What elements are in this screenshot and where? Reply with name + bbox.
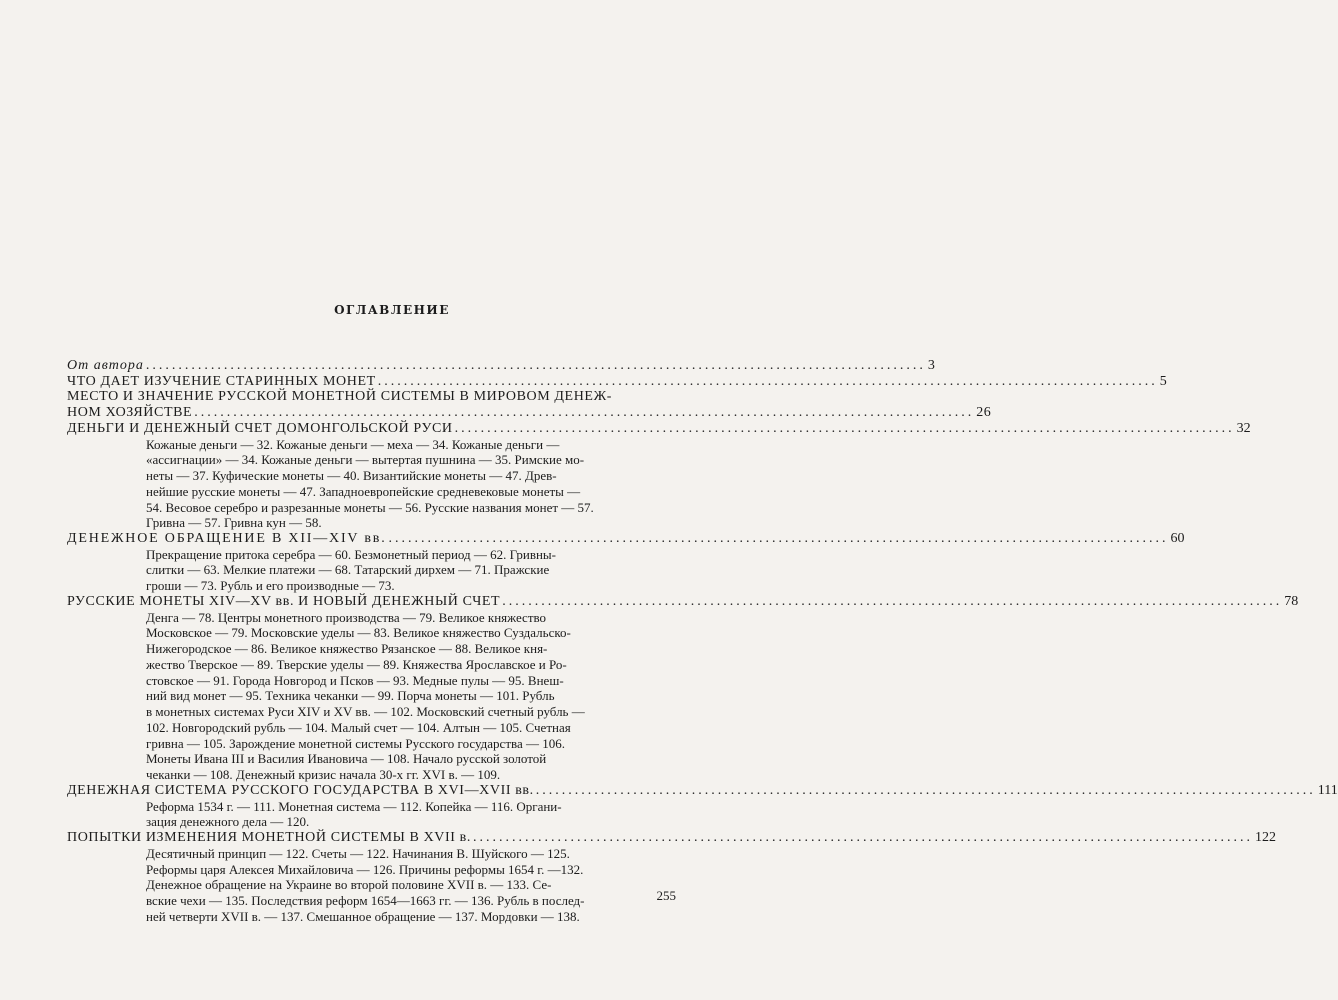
toc-entry-page: 111: [1317, 782, 1338, 798]
toc-entry: РУССКИЕ МОНЕТЫ XIV—XV вв. И НОВЫЙ ДЕНЕЖНЫЙ СЧЕТ ........................................................................................................................ 78: [67, 593, 1299, 609]
toc-subentry-line: Реформы царя Алексея Михайловича — 126. Причины реформы 1654 г. —132.: [146, 861, 584, 877]
toc-subentry-line: Денга — 78. Центры монетного производства — 79. Великое княжество: [146, 609, 547, 625]
toc-subentries: [67, 547, 671, 594]
toc-entry-page: 3: [927, 358, 935, 373]
toc-subentry-line: ний вид монет — 95. Техника чеканки — 99. Порча монеты — 101. Рубль: [146, 688, 555, 704]
toc-subentry-line: 54. Весовое серебро и разрезанные монеты — 56. Русские названия монет — 57.: [146, 499, 594, 515]
toc-subentry-line: слитки — 63. Мелкие платежи — 68. Татарский дирхем — 71. Пражские: [146, 562, 550, 578]
toc-subentry-line: Денежное обращение на Украине во второй половине XVII в. — 133. Се-: [146, 877, 552, 893]
toc-entry-label: ПОПЫТКИ ИЗМЕНЕНИЯ МОНЕТНОЙ СИСТЕМЫ В XVII в.: [67, 830, 471, 846]
toc-entry: ПОПЫТКИ ИЗМЕНЕНИЯ МОНЕТНОЙ СИСТЕМЫ В XVII в. ........................................................................................................................ 122: [67, 830, 1276, 846]
toc-subentry-line: гроши — 73. Рубль и его производные — 73.: [146, 578, 395, 594]
toc-subentry-line: «ассигнации» — 34. Кожаные деньги — вытертая пушнина — 35. Римские мо-: [146, 452, 585, 468]
toc-entry-label: МЕСТО И ЗНАЧЕНИЕ РУССКОЙ МОНЕТНОЙ СИСТЕМЫ В МИРОВОМ ДЕНЕЖ-: [67, 389, 612, 405]
toc-subentry-line: Десятичный принцип — 122. Счеты — 122. Начинания В. Шуйского — 125.: [146, 845, 570, 861]
toc-subentry-line: Нижегородское — 86. Великое княжество Рязанское — 88. Великое кня-: [146, 641, 548, 657]
page-number: 255: [656, 888, 676, 903]
toc-subentry-line: 102. Новгородский рубль — 104. Малый счет — 104. Алтын — 105. Счетная: [146, 719, 571, 735]
toc-subentry-line: Московское — 79. Московские уделы — 83. Великое княжество Суздальско-: [146, 625, 571, 641]
toc-entry: ЧТО ДАЕТ ИЗУЧЕНИЕ СТАРИННЫХ МОНЕТ ........................................................................................................................ 5: [67, 373, 1167, 389]
toc-entry-label: ДЕНЕЖНАЯ СИСТЕМА РУССКОГО ГОСУДАРСТВА В XVI—XVII вв.: [67, 782, 534, 798]
toc-subentry-line: Кожаные деньги — 32. Кожаные деньги — меха — 34. Кожаные деньги —: [146, 436, 560, 452]
toc-subentry-line: ней четверти XVII в. — 137. Смешанное обращение — 137. Мордовки — 138.: [146, 908, 580, 924]
toc-subentry-line: стовское — 91. Города Новгород и Псков — 93. Медные пулы — 95. Внеш-: [146, 672, 564, 688]
toc-entry-label: От автора: [67, 358, 144, 373]
toc-subentry-line: нейшие русские монеты — 47. Западноевропейские средневековые монеты —: [146, 483, 581, 499]
toc-entry-label: ЧТО ДАЕТ ИЗУЧЕНИЕ СТАРИННЫХ МОНЕТ: [67, 373, 376, 389]
toc-subentries: [67, 610, 671, 783]
toc-entry: МЕСТО И ЗНАЧЕНИЕ РУССКОЙ МОНЕТНОЙ СИСТЕМЫ В МИРОВОМ ДЕНЕЖ- НОМ ХОЗЯЙСТВЕ ........................................................................................................................ 26: [67, 389, 992, 421]
toc-entry: ДЕНЕЖНОЕ ОБРАЩЕНИЕ В XII—XIV вв. ........................................................................................................................ 60: [67, 531, 1185, 547]
toc-entry-page: 32: [1236, 420, 1251, 436]
table-of-contents: [67, 358, 1338, 925]
toc-entry-page: 78: [1284, 593, 1299, 609]
toc-subentry-line: неты — 37. Куфические монеты — 40. Византийские монеты — 47. Древ-: [146, 468, 557, 484]
toc-subentries: [67, 799, 671, 831]
toc-subentry-line: чеканки — 108. Денежный кризис начала 30-х гг. XVI в. — 109.: [146, 767, 501, 783]
toc-entry-label: ДЕНЕЖНОЕ ОБРАЩЕНИЕ В XII—XIV вв.: [67, 531, 387, 547]
toc-entry: ДЕНЬГИ И ДЕНЕЖНЫЙ СЧЕТ ДОМОНГОЛЬСКОЙ РУСИ ........................................................................................................................ 32: [67, 420, 1251, 436]
toc-subentry-line: в монетных системах Руси XIV и XV вв. — 102. Московский счетный рубль —: [146, 704, 585, 720]
toc-entry-label: ДЕНЬГИ И ДЕНЕЖНЫЙ СЧЕТ ДОМОНГОЛЬСКОЙ РУСИ: [67, 420, 453, 436]
toc-subentry-line: зация денежного дела — 120.: [146, 814, 310, 830]
toc-entry-label-cont: НОМ ХОЗЯЙСТВЕ: [67, 405, 193, 421]
toc-entry-page: 5: [1159, 373, 1167, 389]
toc-subentries: [67, 846, 671, 925]
toc-subentry-line: Реформа 1534 г. — 111. Монетная система — 112. Копейка — 116. Органи-: [146, 798, 562, 814]
toc-entry-author: От автора ........................................................................................................................ 3: [67, 358, 935, 373]
toc-entry-page: 60: [1170, 531, 1185, 547]
toc-subentry-line: вские чехи — 135. Последствия реформ 1654—1663 гг. — 136. Рубль в послед-: [146, 893, 585, 909]
toc-entry: ДЕНЕЖНАЯ СИСТЕМА РУССКОГО ГОСУДАРСТВА В XVI—XVII вв. ........................................................................................................................ 111: [67, 782, 1338, 798]
toc-subentry-line: гривна — 105. Зарождение монетной системы Русского государства — 106.: [146, 735, 565, 751]
toc-subentry-line: Монеты Ивана III и Василия Ивановича — 108. Начало русской золотой: [146, 751, 547, 767]
toc-entry-page: 26: [976, 405, 992, 421]
page-title: ОГЛАВЛЕНИЕ: [334, 303, 450, 317]
toc-entry-label: РУССКИЕ МОНЕТЫ XIV—XV вв. И НОВЫЙ ДЕНЕЖНЫЙ СЧЕТ: [67, 593, 501, 609]
toc-subentry-line: жество Тверское — 89. Тверские уделы — 89. Княжества Ярославское и Ро-: [146, 656, 567, 672]
toc-subentries: [67, 437, 671, 532]
toc-subentry-line: Прекращение притока серебра — 60. Безмонетный период — 62. Гривны-: [146, 546, 556, 562]
toc-subentry-line: Гривна — 57. Гривна кун — 58.: [146, 515, 322, 531]
toc-entry-page: 122: [1254, 830, 1276, 846]
